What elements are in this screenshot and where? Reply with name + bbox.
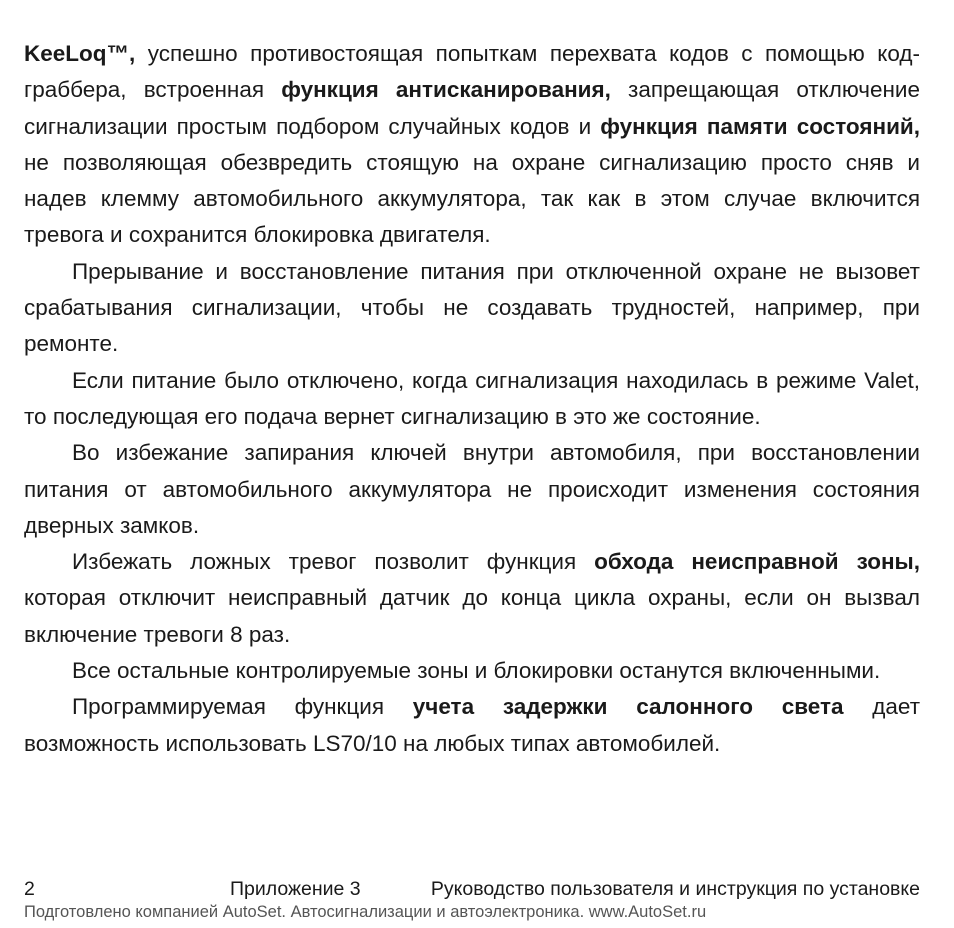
paragraph-valet-mode: Если питание было отключено, когда сигнализация находилась в режиме Valet, то последующая его подача вернет сигнализацию в это же состояние. [24, 367, 920, 429]
interior-light-term: учета задержки салонного света [412, 694, 844, 720]
paragraph-text: не позволяющая обезвредить стоящую на охране сигнализацию просто сняв и надев клемму автомобильного аккумулятора, так как в этом случае включится тревога и сохранится блокировка двигателя. [24, 149, 920, 248]
zone-bypass-term: обхода неисправной зоны, [594, 549, 920, 575]
anti-scan-term: функция антисканирования, [281, 77, 611, 103]
credit-line: Подготовлено компанией AutoSet. Автосигнализации и автоэлектроника. www.AutoSet.ru [24, 903, 707, 921]
paragraph-zone-bypass [24, 544, 920, 653]
paragraph-power-interrupt: Прерывание и восстановление питания при отключенной охране не вызовет срабатывания сигнализации, чтобы не создавать трудностей, например, при ремонте. [24, 258, 920, 357]
paragraph-interior-light [24, 689, 920, 762]
paragraph-door-locks: Во избежание запирания ключей внутри автомобиля, при восстановлении питания от автомобильного аккумулятора не происходит изменения состояния дверных замков. [24, 440, 920, 538]
document-body [24, 36, 920, 762]
paragraph-text: дает возможность использовать LS70/10 на любых типах автомобилей. [24, 694, 921, 756]
appendix-label: Приложение 3 [230, 878, 361, 900]
page-footer [24, 878, 920, 906]
state-memory-term: функция памяти состояний, [600, 113, 921, 139]
page-number: 2 [24, 878, 35, 900]
paragraph-text: Программируемая функция [72, 694, 413, 720]
paragraph-text: Избежать ложных тревог позволит функция [72, 549, 595, 575]
paragraph-keeloq [24, 36, 920, 254]
manual-title: Руководство пользователя и инструкция по установке [430, 878, 920, 900]
keeloq-term: KeeLoq™, [24, 41, 136, 66]
paragraph-text: запрещающая отключение сигнализации простым подбором случайных кодов и [24, 77, 920, 139]
paragraph-text: которая отключит неисправный датчик до конца цикла охраны, если он вызвал включение тревоги 8 раз. [24, 585, 920, 647]
paragraph-other-zones: Все остальные контролируемые зоны и блокировки останутся включенными. [72, 658, 881, 684]
paragraph-text: успешно противостоящая попыткам перехвата кодов с помощью код-граббера, встроенная [24, 41, 920, 103]
